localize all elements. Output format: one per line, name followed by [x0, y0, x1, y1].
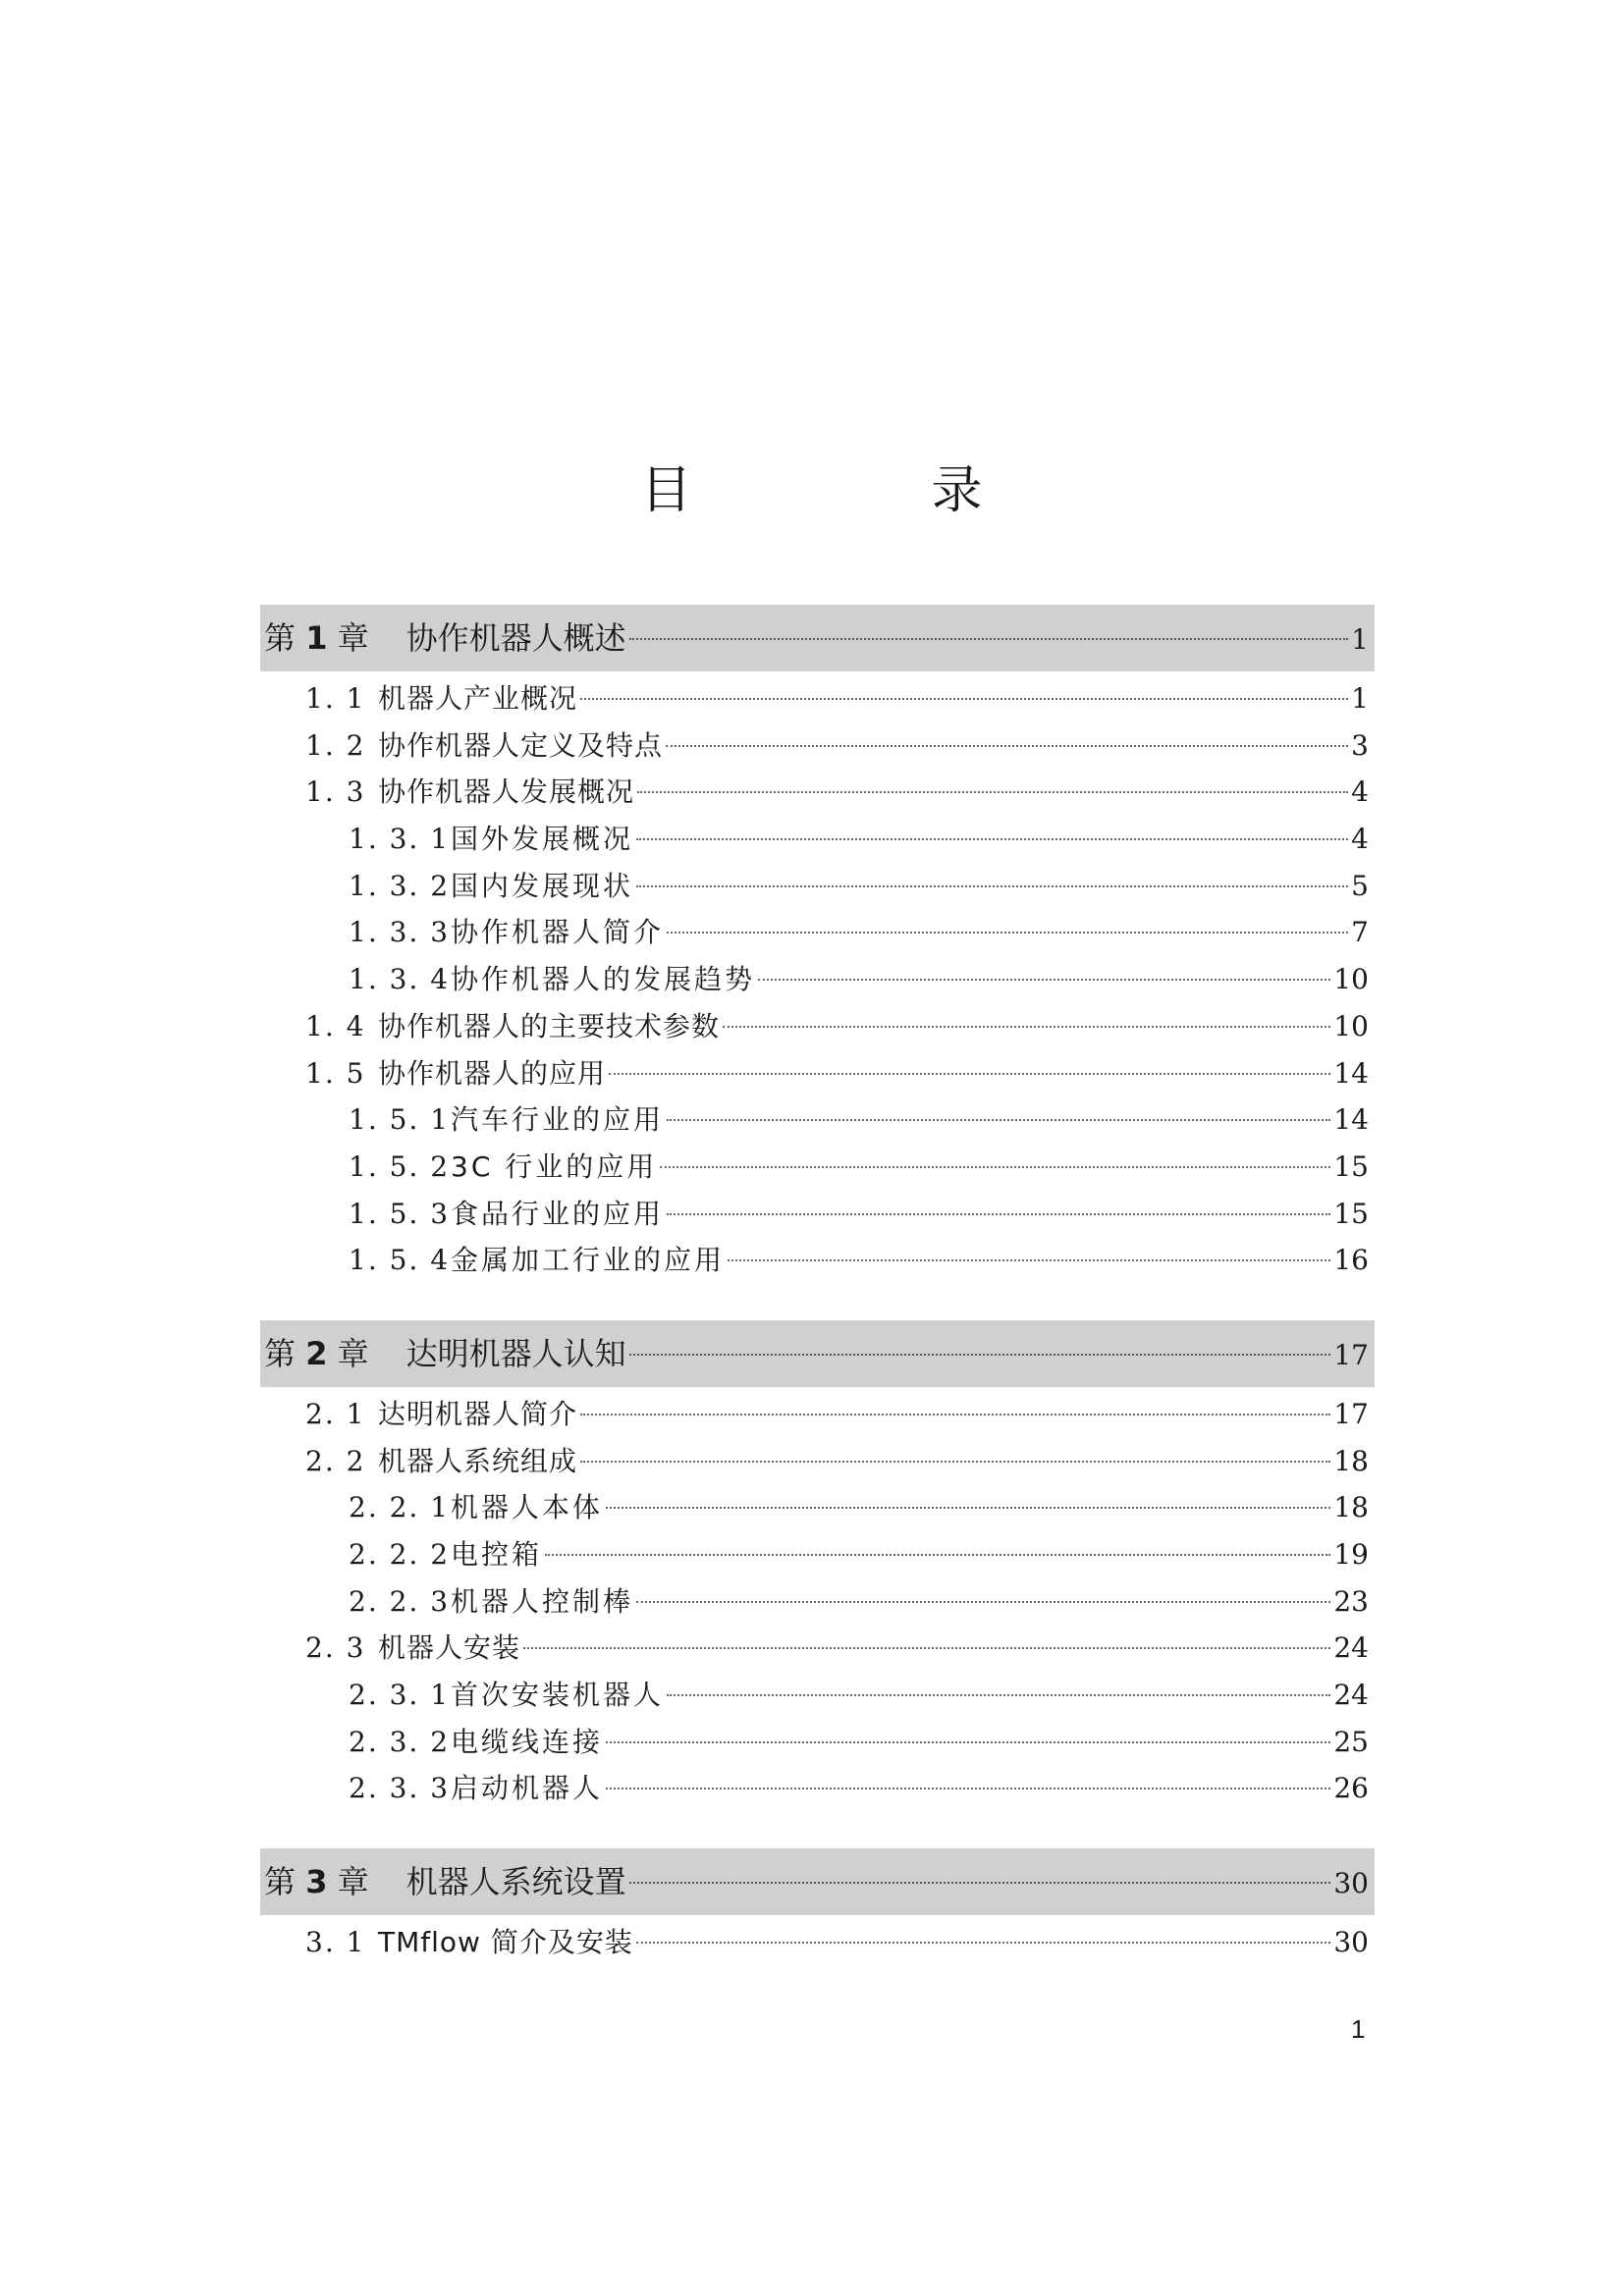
- toc-subsection-entry[interactable]: [260, 1719, 1375, 1766]
- toc-section-entry[interactable]: [260, 1003, 1375, 1050]
- section-title: 协作机器人简介: [451, 916, 665, 949]
- dot-leader: [609, 1073, 1330, 1075]
- dot-leader: [667, 1119, 1330, 1121]
- section-number: 1. 3. 2: [349, 869, 451, 902]
- toc-section-entry[interactable]: [260, 722, 1375, 770]
- section-page-number: 19: [1333, 1538, 1369, 1571]
- section-title: 协作机器人发展概况: [378, 775, 635, 809]
- section-page-number: 24: [1333, 1679, 1369, 1712]
- chapter-title: 协作机器人概述: [406, 619, 626, 657]
- section-title: 机器人系统组成: [378, 1444, 578, 1477]
- dot-leader: [758, 979, 1330, 981]
- toc-section-entry[interactable]: [260, 675, 1375, 722]
- chapter-number: [264, 605, 369, 671]
- chapter-section: [260, 1848, 1375, 1966]
- dot-leader: [580, 1461, 1330, 1463]
- section-number: 2. 3. 3: [349, 1772, 451, 1805]
- section-title: 电缆线连接: [451, 1725, 604, 1758]
- section-number: 2. 2: [305, 1444, 366, 1477]
- section-title: 食品行业的应用: [451, 1197, 665, 1230]
- toc-section-entry[interactable]: [260, 1919, 1375, 1966]
- section-page-number: 14: [1333, 1103, 1369, 1137]
- chapter-page-number: 17: [1333, 1338, 1369, 1371]
- section-page-number: 26: [1333, 1772, 1369, 1805]
- section-number: 1. 4: [305, 1009, 366, 1042]
- toc-section-entry[interactable]: [260, 1438, 1375, 1485]
- section-title: 国外发展概况: [451, 823, 634, 856]
- dot-leader: [637, 791, 1348, 793]
- chapter-heading[interactable]: [260, 1848, 1375, 1915]
- dot-leader: [728, 1259, 1330, 1261]
- toc-subsection-entry[interactable]: [260, 1578, 1375, 1626]
- dot-leader: [629, 1354, 1331, 1356]
- chapter-number-suffix: 章: [337, 1334, 369, 1372]
- section-number: 2. 3. 2: [349, 1725, 451, 1758]
- dot-leader: [636, 838, 1348, 840]
- section-number: 1. 3. 1: [349, 823, 451, 856]
- dot-leader: [636, 885, 1348, 887]
- dot-leader: [667, 932, 1348, 934]
- section-page-number: 15: [1333, 1197, 1369, 1230]
- section-title: 3C 行业的应用: [451, 1149, 658, 1183]
- section-number: 2. 2. 2: [349, 1538, 451, 1571]
- section-page-number: 4: [1351, 775, 1369, 809]
- dot-leader: [629, 638, 1349, 640]
- section-number: 2. 3: [305, 1631, 366, 1665]
- section-title: 电控箱: [451, 1538, 543, 1571]
- toc-subsection-entry[interactable]: [260, 956, 1375, 1003]
- section-title: 机器人安装: [378, 1631, 521, 1665]
- section-page-number: 15: [1333, 1149, 1369, 1183]
- toc-subsection-entry[interactable]: [260, 1096, 1375, 1144]
- section-title: 机器人产业概况: [378, 682, 578, 715]
- chapter-heading[interactable]: [260, 1320, 1375, 1387]
- chapter-heading[interactable]: [260, 605, 1375, 671]
- toc-subsection-entry[interactable]: [260, 1191, 1375, 1238]
- chapter-number-prefix: 第: [264, 1863, 297, 1901]
- chapter-page-number: 30: [1333, 1867, 1369, 1900]
- section-number: 1. 3. 3: [349, 916, 451, 949]
- chapter-number: [264, 1320, 369, 1387]
- section-page-number: 25: [1333, 1725, 1369, 1758]
- toc-section-entry[interactable]: [260, 769, 1375, 816]
- toc-subsection-entry[interactable]: [260, 1237, 1375, 1284]
- section-number: 2. 3. 1: [349, 1679, 451, 1712]
- dot-leader: [636, 1601, 1330, 1603]
- toc-subsection-entry[interactable]: [260, 1765, 1375, 1812]
- section-number: 2. 2. 1: [349, 1491, 451, 1524]
- section-number: 3. 1: [305, 1926, 366, 1959]
- section-page-number: 10: [1333, 1009, 1369, 1042]
- section-page-number: 16: [1333, 1244, 1369, 1277]
- section-title: 达明机器人简介: [378, 1397, 578, 1430]
- table-of-contents: [260, 605, 1375, 1966]
- chapter-number: [264, 1848, 369, 1915]
- section-title: 协作机器人的发展趋势: [451, 963, 756, 996]
- section-page-number: 7: [1351, 916, 1369, 949]
- toc-subsection-entry[interactable]: [260, 1144, 1375, 1191]
- dot-leader: [660, 1166, 1330, 1168]
- section-title: 首次安装机器人: [451, 1679, 665, 1712]
- section-title: 协作机器人的主要技术参数: [378, 1009, 721, 1042]
- section-page-number: 17: [1333, 1397, 1369, 1430]
- chapter-section: [260, 605, 1375, 1284]
- dot-leader: [629, 1882, 1331, 1884]
- section-number: 2. 1: [305, 1397, 366, 1430]
- section-page-number: 14: [1333, 1056, 1369, 1090]
- toc-section-entry[interactable]: [260, 1391, 1375, 1438]
- dot-leader: [723, 1026, 1330, 1028]
- toc-subsection-entry[interactable]: [260, 863, 1375, 910]
- chapter-number-digit: 3: [305, 1863, 328, 1901]
- section-title: 国内发展现状: [451, 869, 634, 902]
- section-title: TMflow 简介及安装: [378, 1926, 633, 1959]
- section-number: 1. 5. 3: [349, 1197, 451, 1230]
- section-number: 1. 5: [305, 1056, 366, 1090]
- dot-leader: [580, 698, 1348, 700]
- section-title: 协作机器人定义及特点: [378, 728, 664, 762]
- section-page-number: 1: [1351, 682, 1369, 715]
- toc-subsection-entry[interactable]: [260, 1484, 1375, 1531]
- toc-subsection-entry[interactable]: [260, 816, 1375, 863]
- toc-subsection-entry[interactable]: [260, 1531, 1375, 1578]
- dot-leader: [580, 1414, 1330, 1415]
- dot-leader: [606, 1741, 1330, 1743]
- section-number: 1. 5. 2: [349, 1149, 451, 1183]
- section-page-number: 24: [1333, 1631, 1369, 1665]
- section-number: 1. 2: [305, 728, 366, 762]
- section-number: 1. 3. 4: [349, 963, 451, 996]
- chapter-title: 达明机器人认知: [406, 1334, 626, 1372]
- dot-leader: [606, 1507, 1330, 1509]
- section-page-number: 23: [1333, 1584, 1369, 1618]
- section-title: 协作机器人的应用: [378, 1056, 607, 1090]
- section-title: 汽车行业的应用: [451, 1103, 665, 1137]
- section-title: 机器人控制棒: [451, 1584, 634, 1618]
- dot-leader: [666, 745, 1348, 747]
- chapter-section: [260, 1320, 1375, 1812]
- section-page-number: 18: [1333, 1444, 1369, 1477]
- section-page-number: 18: [1333, 1491, 1369, 1524]
- section-page-number: 4: [1351, 823, 1369, 856]
- chapter-number-prefix: 第: [264, 619, 297, 657]
- dot-leader: [636, 1942, 1331, 1944]
- chapter-number-suffix: 章: [337, 1863, 369, 1901]
- chapter-number-digit: 1: [305, 619, 328, 657]
- chapter-number-suffix: 章: [337, 619, 369, 657]
- dot-leader: [545, 1554, 1330, 1556]
- dot-leader: [523, 1647, 1330, 1649]
- chapter-number-digit: 2: [305, 1334, 328, 1372]
- chapter-title: 机器人系统设置: [406, 1863, 626, 1901]
- page-number: 1: [1351, 2014, 1366, 2044]
- section-page-number: 5: [1351, 869, 1369, 902]
- section-number: 1. 3: [305, 775, 366, 809]
- dot-leader: [606, 1788, 1330, 1789]
- toc-subsection-entry[interactable]: [260, 1672, 1375, 1719]
- chapter-number-prefix: 第: [264, 1334, 297, 1372]
- toc-section-entry[interactable]: [260, 1625, 1375, 1672]
- section-title: 金属加工行业的应用: [451, 1244, 726, 1277]
- section-title: 机器人本体: [451, 1491, 604, 1524]
- section-number: 1. 5. 1: [349, 1103, 451, 1137]
- toc-section-entry[interactable]: [260, 1050, 1375, 1097]
- section-number: 2. 2. 3: [349, 1584, 451, 1618]
- section-page-number: 30: [1333, 1926, 1369, 1959]
- dot-leader: [667, 1213, 1330, 1215]
- section-page-number: 3: [1351, 728, 1369, 762]
- dot-leader: [667, 1694, 1330, 1696]
- section-page-number: 10: [1333, 963, 1369, 996]
- section-title: 启动机器人: [451, 1772, 604, 1805]
- chapter-page-number: 1: [1351, 623, 1369, 656]
- toc-subsection-entry[interactable]: [260, 909, 1375, 956]
- section-number: 1. 1: [305, 682, 366, 715]
- page-title: 目 录: [640, 461, 1077, 520]
- section-number: 1. 5. 4: [349, 1244, 451, 1277]
